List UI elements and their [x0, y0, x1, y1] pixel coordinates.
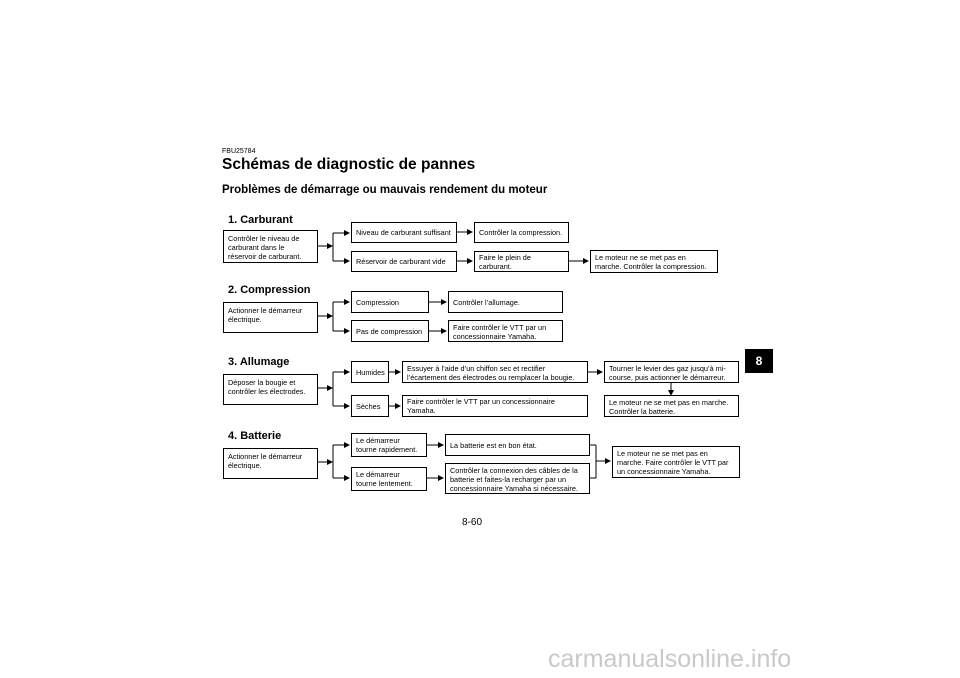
- page-title: Schémas de diagnostic de pannes: [222, 156, 476, 173]
- chapter-tab: 8: [745, 349, 773, 373]
- allumage-option-dry: Sèches: [351, 395, 389, 417]
- section-title-compression: 2. Compression: [228, 284, 311, 296]
- batterie-result-ok: La batterie est en bon état.: [445, 434, 590, 456]
- allumage-final-box: Le moteur ne se met pas en marche. Contrôler la batterie.: [604, 395, 739, 417]
- compression-result-ignition: Contrôler l’allumage.: [448, 291, 563, 313]
- watermark-text: carmanualsonline.info: [548, 645, 792, 673]
- page-subtitle: Problèmes de démarrage ou mauvais rendement du moteur: [222, 184, 548, 196]
- batterie-option-slow: Le démarreur tourne lentement.: [351, 467, 427, 491]
- carburant-start-box: Contrôler le niveau de carburant dans le réservoir de carburant.: [223, 230, 318, 263]
- allumage-result-dealer: Faire contrôler le VTT par un concessionnaire Yamaha.: [402, 395, 588, 417]
- batterie-start-box: Actionner le démarreur électrique.: [223, 448, 318, 479]
- compression-result-dealer: Faire contrôler le VTT par un concessionnaire Yamaha.: [448, 320, 563, 342]
- allumage-start-box: Déposer la bougie et contrôler les électrodes.: [223, 374, 318, 405]
- compression-option-no: Pas de compression: [351, 320, 429, 342]
- document-code: FBU25784: [222, 148, 256, 155]
- compression-start-box: Actionner le démarreur électrique.: [223, 302, 318, 333]
- carburant-final-box: Le moteur ne se met pas en marche. Contrôler la compression.: [590, 250, 718, 273]
- section-title-carburant: 1. Carburant: [228, 214, 293, 226]
- carburant-result-compression: Contrôler la compression.: [474, 222, 569, 243]
- section-title-batterie: 4. Batterie: [228, 430, 282, 442]
- allumage-option-wet: Humides: [351, 361, 389, 383]
- allumage-result-clean-plug: Essuyer à l’aide d’un chiffon sec et rectifier l’écartement des électrodes ou remplacer la bougie.: [402, 361, 588, 383]
- carburant-option-sufficient: Niveau de carburant suffisant: [351, 222, 457, 243]
- carburant-option-empty: Réservoir de carburant vide: [351, 251, 457, 272]
- batterie-option-fast: Le démarreur tourne rapidement.: [351, 433, 427, 457]
- compression-option-yes: Compression: [351, 291, 429, 313]
- batterie-final-box: Le moteur ne se met pas en marche. Faire contrôler le VTT par un concessionnaire Yamaha.: [612, 446, 740, 478]
- section-title-allumage: 3. Allumage: [228, 356, 290, 368]
- page-number: 8-60: [462, 517, 483, 528]
- carburant-result-refuel: Faire le plein de carburant.: [474, 251, 569, 272]
- batterie-result-recharge: Contrôler la connexion des câbles de la batterie et faites-la recharger par un concessionnaire Yamaha si nécessaire.: [445, 463, 590, 494]
- allumage-next-throttle: Tourner le levier des gaz jusqu’à mi-course, puis actionner le démarreur.: [604, 361, 739, 383]
